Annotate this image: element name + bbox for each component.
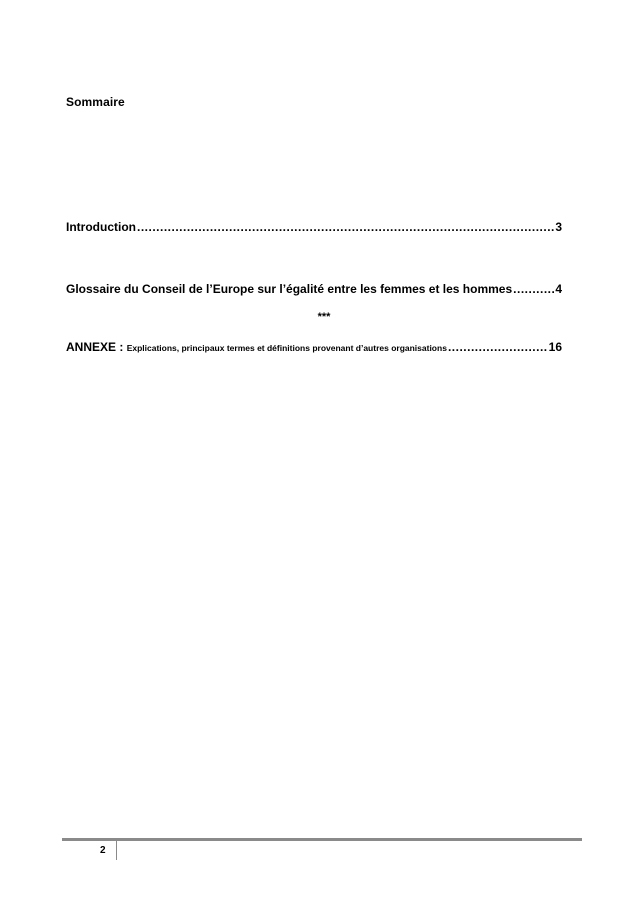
toc-entry-page-number: 4 [555,282,562,296]
separator-stars: *** [317,311,331,323]
toc-entry-glossaire[interactable] [66,282,562,296]
footer-rule [62,838,582,841]
toc-heading: Sommaire [66,95,125,109]
toc-entry-label: Glossaire du Conseil de l’Europe sur l’égalité entre les femmes et les hommes [66,282,513,296]
page-number: 2 [100,845,106,856]
toc-entry-introduction[interactable] [66,220,562,234]
toc-dot-leader [137,220,554,234]
toc-entry-label [66,340,447,354]
section-separator [0,311,638,323]
toc-entry-page-number: 16 [548,340,562,354]
toc-entry-annexe[interactable] [66,340,562,354]
toc-entry-label: Introduction [66,220,136,234]
toc-entry-label-detail: Explications, principaux termes et définitions provenant d’autres organisations [126,343,447,353]
toc-dot-leader [513,282,554,296]
toc-entry-label-main: ANNEXE : [66,340,127,354]
toc-entry-page-number: 3 [555,220,562,234]
toc-dot-leader [448,340,548,354]
footer-vertical-rule [116,841,117,860]
